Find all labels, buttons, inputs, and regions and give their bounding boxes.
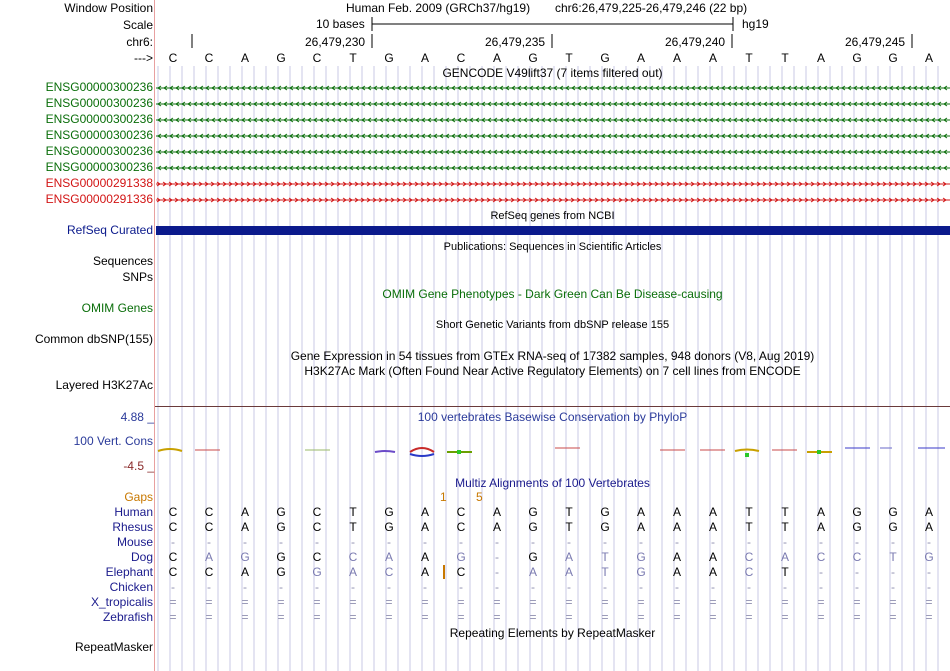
aligned-base: C — [852, 550, 862, 564]
aligned-base: - — [351, 535, 355, 549]
aligned-base: = — [565, 595, 573, 609]
aligned-base: C — [744, 550, 754, 564]
tick-label: 26,479,235 — [485, 35, 546, 49]
aligned-base: = — [241, 610, 249, 624]
aligned-base: T — [565, 520, 573, 534]
aligned-base: = — [529, 610, 537, 624]
aligned-base: - — [531, 535, 535, 549]
aligned-base: A — [240, 565, 249, 579]
aligned-base: = — [457, 610, 465, 624]
base-letter: G — [528, 51, 538, 65]
scale-db: hg19 — [742, 17, 769, 31]
aligned-base: C — [312, 520, 322, 534]
base-letter: A — [636, 51, 645, 65]
aligned-base: - — [279, 535, 283, 549]
aligned-base: = — [313, 595, 321, 609]
aligned-base: C — [456, 565, 466, 579]
aligned-base: - — [891, 565, 895, 579]
aligned-base: - — [927, 535, 931, 549]
repeatmasker-label[interactable]: RepeatMasker — [74, 640, 153, 654]
gaps-label[interactable]: Gaps — [124, 490, 153, 504]
aligned-base: C — [168, 550, 178, 564]
aligned-base: = — [349, 595, 357, 609]
base-letter: G — [276, 51, 286, 65]
aligned-base: = — [565, 610, 573, 624]
aligned-base: C — [168, 520, 178, 534]
alignment-row — [155, 595, 950, 610]
aligned-base: - — [279, 580, 283, 594]
gtex-title[interactable]: Gene Expression in 54 tissues from GTEx RNA-seq of 17382 samples, 948 donors (V8, Aug 2019) — [290, 349, 815, 363]
gencode-gene-label[interactable]: ENSG00000300236 — [45, 96, 153, 110]
aligned-base: = — [817, 610, 825, 624]
alignment-row — [155, 550, 950, 565]
aligned-base: - — [819, 535, 823, 549]
aligned-base: - — [387, 535, 391, 549]
aligned-base: = — [817, 595, 825, 609]
omim-title[interactable]: OMIM Gene Phenotypes - Dark Green Can Be Disease-causing — [382, 287, 723, 301]
base-letter: C — [312, 51, 322, 65]
aligned-base: = — [529, 595, 537, 609]
aligned-base: = — [781, 610, 789, 624]
species-label[interactable]: Dog — [130, 550, 153, 564]
aligned-base: = — [709, 595, 717, 609]
aligned-base: = — [853, 610, 861, 624]
aligned-base: G — [276, 550, 286, 564]
aligned-base: G — [636, 550, 646, 564]
aligned-base: A — [816, 520, 825, 534]
gencode-title[interactable]: GENCODE V49lift37 (7 items filtered out) — [442, 66, 663, 80]
alignment-row — [155, 580, 950, 595]
base-letter: C — [168, 51, 178, 65]
aligned-base: T — [781, 565, 789, 579]
aligned-base: A — [672, 565, 681, 579]
aligned-base: T — [601, 550, 609, 564]
aligned-base: A — [420, 505, 429, 519]
aligned-base: - — [495, 550, 499, 564]
aligned-base: - — [315, 535, 319, 549]
aligned-base: A — [780, 550, 789, 564]
aligned-base: A — [924, 520, 933, 534]
aligned-base: - — [783, 535, 787, 549]
aligned-base: - — [351, 580, 355, 594]
aligned-base: C — [168, 505, 178, 519]
aligned-base: = — [385, 595, 393, 609]
position-range: chr6:26,479,225-26,479,246 (22 bp) — [555, 1, 748, 15]
aligned-base: C — [744, 565, 754, 579]
species-label[interactable]: Human — [114, 505, 153, 519]
aligned-base: G — [240, 550, 250, 564]
aligned-base: - — [423, 580, 427, 594]
aligned-base: - — [171, 535, 175, 549]
alignment-row — [155, 565, 950, 580]
aligned-base: = — [925, 610, 933, 624]
base-letter: T — [565, 51, 573, 65]
aligned-base: G — [888, 505, 898, 519]
aligned-base: G — [924, 550, 934, 564]
omim-label[interactable]: OMIM Genes — [81, 301, 153, 315]
base-letter: A — [816, 51, 825, 65]
aligned-base: - — [891, 580, 895, 594]
aligned-base: A — [672, 520, 681, 534]
phylop-max-label: 4.88 _ — [120, 410, 154, 424]
aligned-base: - — [927, 580, 931, 594]
aligned-base: G — [528, 505, 538, 519]
base-letter: G — [888, 51, 898, 65]
aligned-base: G — [600, 505, 610, 519]
aligned-base: - — [819, 565, 823, 579]
aligned-base: A — [672, 550, 681, 564]
aligned-base: = — [241, 595, 249, 609]
publications-label[interactable]: Sequences — [92, 254, 153, 268]
scale-label: Scale — [122, 18, 153, 32]
aligned-base: - — [207, 535, 211, 549]
refseq-label[interactable]: RefSeq Curated — [66, 223, 153, 237]
aligned-base: C — [312, 550, 322, 564]
aligned-base: A — [420, 520, 429, 534]
aligned-base: = — [457, 595, 465, 609]
aligned-base: A — [240, 505, 249, 519]
h3k27ac-label[interactable]: Layered H3K27Ac — [55, 378, 153, 392]
publications-title[interactable]: Publications: Sequences in Scientific Articles — [443, 241, 662, 253]
gap-count-mark: 5 — [476, 490, 483, 504]
aligned-base: - — [567, 535, 571, 549]
refseq-gene-bar[interactable] — [156, 226, 950, 235]
aligned-base: = — [637, 595, 645, 609]
aligned-base: C — [384, 565, 394, 579]
aligned-base: G — [600, 520, 610, 534]
aligned-base: = — [313, 610, 321, 624]
aligned-base: = — [781, 595, 789, 609]
gencode-gene-label[interactable]: ENSG00000300236 — [45, 128, 153, 142]
aligned-base: = — [889, 595, 897, 609]
aligned-base: = — [205, 610, 213, 624]
strand-label: ---> — [134, 51, 153, 65]
snps-label[interactable]: SNPs — [122, 270, 153, 284]
aligned-base: = — [277, 595, 285, 609]
aligned-base: - — [207, 580, 211, 594]
aligned-base: - — [495, 565, 499, 579]
phylop-wiggle[interactable] — [155, 440, 950, 462]
aligned-base: = — [385, 610, 393, 624]
aligned-base: T — [745, 505, 753, 519]
aligned-base: - — [243, 580, 247, 594]
aligned-base: C — [204, 565, 214, 579]
base-letter: T — [745, 51, 753, 65]
repeatmasker-title[interactable]: Repeating Elements by RepeatMasker — [449, 626, 656, 640]
aligned-base: = — [889, 610, 897, 624]
aligned-base: - — [747, 580, 751, 594]
aligned-base: C — [204, 520, 214, 534]
aligned-base: - — [891, 535, 895, 549]
base-letter: T — [781, 51, 789, 65]
aligned-base: T — [565, 505, 573, 519]
aligned-base: G — [528, 550, 538, 564]
aligned-base: T — [349, 520, 357, 534]
aligned-base: = — [277, 610, 285, 624]
aligned-base: A — [240, 520, 249, 534]
aligned-base: = — [673, 595, 681, 609]
aligned-base: C — [456, 505, 466, 519]
aligned-base: - — [603, 535, 607, 549]
scale-text: 10 bases — [316, 17, 365, 31]
assembly-title: Human Feb. 2009 (GRCh37/hg19) — [346, 1, 531, 15]
aligned-base: = — [493, 610, 501, 624]
aligned-base: A — [708, 565, 717, 579]
aligned-base: - — [927, 565, 931, 579]
aligned-base: A — [708, 505, 717, 519]
aligned-base: = — [709, 610, 717, 624]
base-letter: C — [204, 51, 214, 65]
aligned-base: A — [420, 550, 429, 564]
aligned-base: = — [637, 610, 645, 624]
phylop-label[interactable]: 100 Vert. Cons — [73, 434, 153, 448]
aligned-base: - — [459, 580, 463, 594]
aligned-base: G — [456, 550, 466, 564]
species-label[interactable]: Mouse — [116, 535, 153, 549]
gencode-gene-label[interactable]: ENSG00000300236 — [45, 160, 153, 174]
aligned-base: T — [745, 520, 753, 534]
aligned-base: = — [205, 595, 213, 609]
aligned-base: A — [636, 505, 645, 519]
aligned-base: = — [925, 595, 933, 609]
aligned-base: - — [459, 535, 463, 549]
aligned-base: - — [567, 580, 571, 594]
species-label[interactable]: Zebrafish — [102, 610, 153, 624]
aligned-base: - — [711, 535, 715, 549]
aligned-base: = — [745, 610, 753, 624]
aligned-base: T — [601, 565, 609, 579]
species-label[interactable]: Elephant — [105, 565, 153, 579]
aligned-base: = — [601, 595, 609, 609]
tick-label: 26,479,240 — [665, 35, 726, 49]
window-position-label: Window Position — [64, 1, 153, 15]
aligned-base: - — [639, 535, 643, 549]
aligned-base: A — [708, 550, 717, 564]
aligned-base: A — [384, 550, 393, 564]
species-label[interactable]: X_tropicalis — [90, 595, 153, 609]
base-letter: A — [420, 51, 429, 65]
aligned-base: - — [855, 535, 859, 549]
aligned-base: G — [312, 565, 322, 579]
aligned-base: A — [528, 565, 537, 579]
aligned-base: = — [421, 610, 429, 624]
base-letter: A — [240, 51, 249, 65]
tick-label: 26,479,230 — [305, 35, 366, 49]
aligned-base: G — [276, 505, 286, 519]
aligned-base: A — [636, 520, 645, 534]
aligned-base: - — [855, 565, 859, 579]
chrom-label: chr6: — [126, 35, 153, 49]
aligned-base: G — [276, 565, 286, 579]
aligned-base: A — [708, 520, 717, 534]
phylop-min-label: -4.5 _ — [123, 459, 154, 473]
aligned-base: - — [171, 580, 175, 594]
alignment-row — [155, 520, 950, 535]
aligned-base: C — [204, 505, 214, 519]
aligned-base: - — [243, 535, 247, 549]
base-sequence — [155, 51, 950, 66]
aligned-base: A — [420, 565, 429, 579]
aligned-base: - — [531, 580, 535, 594]
aligned-base: G — [384, 520, 394, 534]
aligned-base: = — [493, 595, 501, 609]
base-letter: T — [349, 51, 357, 65]
aligned-base: C — [456, 520, 466, 534]
base-letter: A — [924, 51, 933, 65]
aligned-base: G — [852, 520, 862, 534]
aligned-base: G — [888, 520, 898, 534]
gencode-gene-label[interactable]: ENSG00000300236 — [45, 144, 153, 158]
aligned-base: C — [312, 505, 322, 519]
aligned-base: G — [384, 505, 394, 519]
aligned-base: - — [855, 580, 859, 594]
h3k27ac-title[interactable]: H3K27Ac Mark (Often Found Near Active Regulatory Elements) on 7 cell lines from ENCODE — [304, 364, 801, 378]
aligned-base: A — [924, 505, 933, 519]
species-label[interactable]: Chicken — [109, 580, 153, 594]
aligned-base: = — [745, 595, 753, 609]
gencode-gene-label[interactable]: ENSG00000291338 — [45, 176, 153, 190]
tick-label: 26,479,245 — [845, 35, 906, 49]
aligned-base: A — [816, 505, 825, 519]
dbsnp-title[interactable]: Short Genetic Variants from dbSNP release 155 — [435, 319, 670, 331]
aligned-base: A — [348, 565, 357, 579]
species-label[interactable]: Rhesus — [112, 520, 153, 534]
refseq-title[interactable]: RefSeq genes from NCBI — [490, 210, 615, 222]
base-letter: A — [492, 51, 501, 65]
aligned-base: - — [675, 535, 679, 549]
gencode-track[interactable] — [155, 80, 950, 208]
aligned-base: - — [711, 580, 715, 594]
aligned-base: = — [853, 595, 861, 609]
insertion-marker — [443, 565, 445, 579]
aligned-base: G — [852, 505, 862, 519]
aligned-base: T — [781, 520, 789, 534]
base-letter: C — [456, 51, 466, 65]
aligned-base: = — [601, 610, 609, 624]
aligned-base: - — [603, 580, 607, 594]
aligned-base: - — [639, 580, 643, 594]
gencode-gene-label[interactable]: ENSG00000291336 — [45, 192, 153, 206]
aligned-base: G — [276, 520, 286, 534]
multiz-title[interactable]: Multiz Alignments of 100 Vertebrates — [455, 476, 650, 490]
aligned-base: - — [423, 535, 427, 549]
alignment-row — [155, 610, 950, 625]
phylop-title[interactable]: 100 vertebrates Basewise Conservation by PhyloP — [417, 410, 688, 424]
aligned-base: A — [672, 505, 681, 519]
aligned-base: A — [564, 565, 573, 579]
aligned-base: A — [492, 520, 501, 534]
base-letter: G — [384, 51, 394, 65]
aligned-base: - — [387, 580, 391, 594]
h3k27ac-baseline — [155, 406, 950, 407]
aligned-base: A — [564, 550, 573, 564]
dbsnp-label[interactable]: Common dbSNP(155) — [34, 332, 153, 346]
aligned-base: C — [348, 550, 358, 564]
aligned-base: - — [315, 580, 319, 594]
base-letter: G — [852, 51, 862, 65]
aligned-base: = — [421, 595, 429, 609]
aligned-base: - — [495, 580, 499, 594]
aligned-base: A — [204, 550, 213, 564]
aligned-base: = — [673, 610, 681, 624]
aligned-base: T — [781, 505, 789, 519]
base-letter: A — [708, 51, 717, 65]
aligned-base: - — [675, 580, 679, 594]
aligned-base: - — [783, 580, 787, 594]
aligned-base: = — [169, 595, 177, 609]
base-letter: A — [672, 51, 681, 65]
alignment-row — [155, 505, 950, 520]
aligned-base: - — [495, 535, 499, 549]
aligned-base: T — [349, 505, 357, 519]
aligned-base: G — [528, 520, 538, 534]
base-letter: G — [600, 51, 610, 65]
aligned-base: T — [889, 550, 897, 564]
aligned-base: C — [816, 550, 826, 564]
aligned-base: = — [169, 610, 177, 624]
gencode-gene-label[interactable]: ENSG00000300236 — [45, 80, 153, 94]
aligned-base: C — [168, 565, 178, 579]
aligned-base: - — [819, 580, 823, 594]
aligned-base: A — [492, 505, 501, 519]
gap-count-mark: 1 — [440, 490, 447, 504]
alignment-row — [155, 535, 950, 550]
gencode-gene-label[interactable]: ENSG00000300236 — [45, 112, 153, 126]
aligned-base: = — [349, 610, 357, 624]
aligned-base: - — [747, 535, 751, 549]
aligned-base: G — [636, 565, 646, 579]
